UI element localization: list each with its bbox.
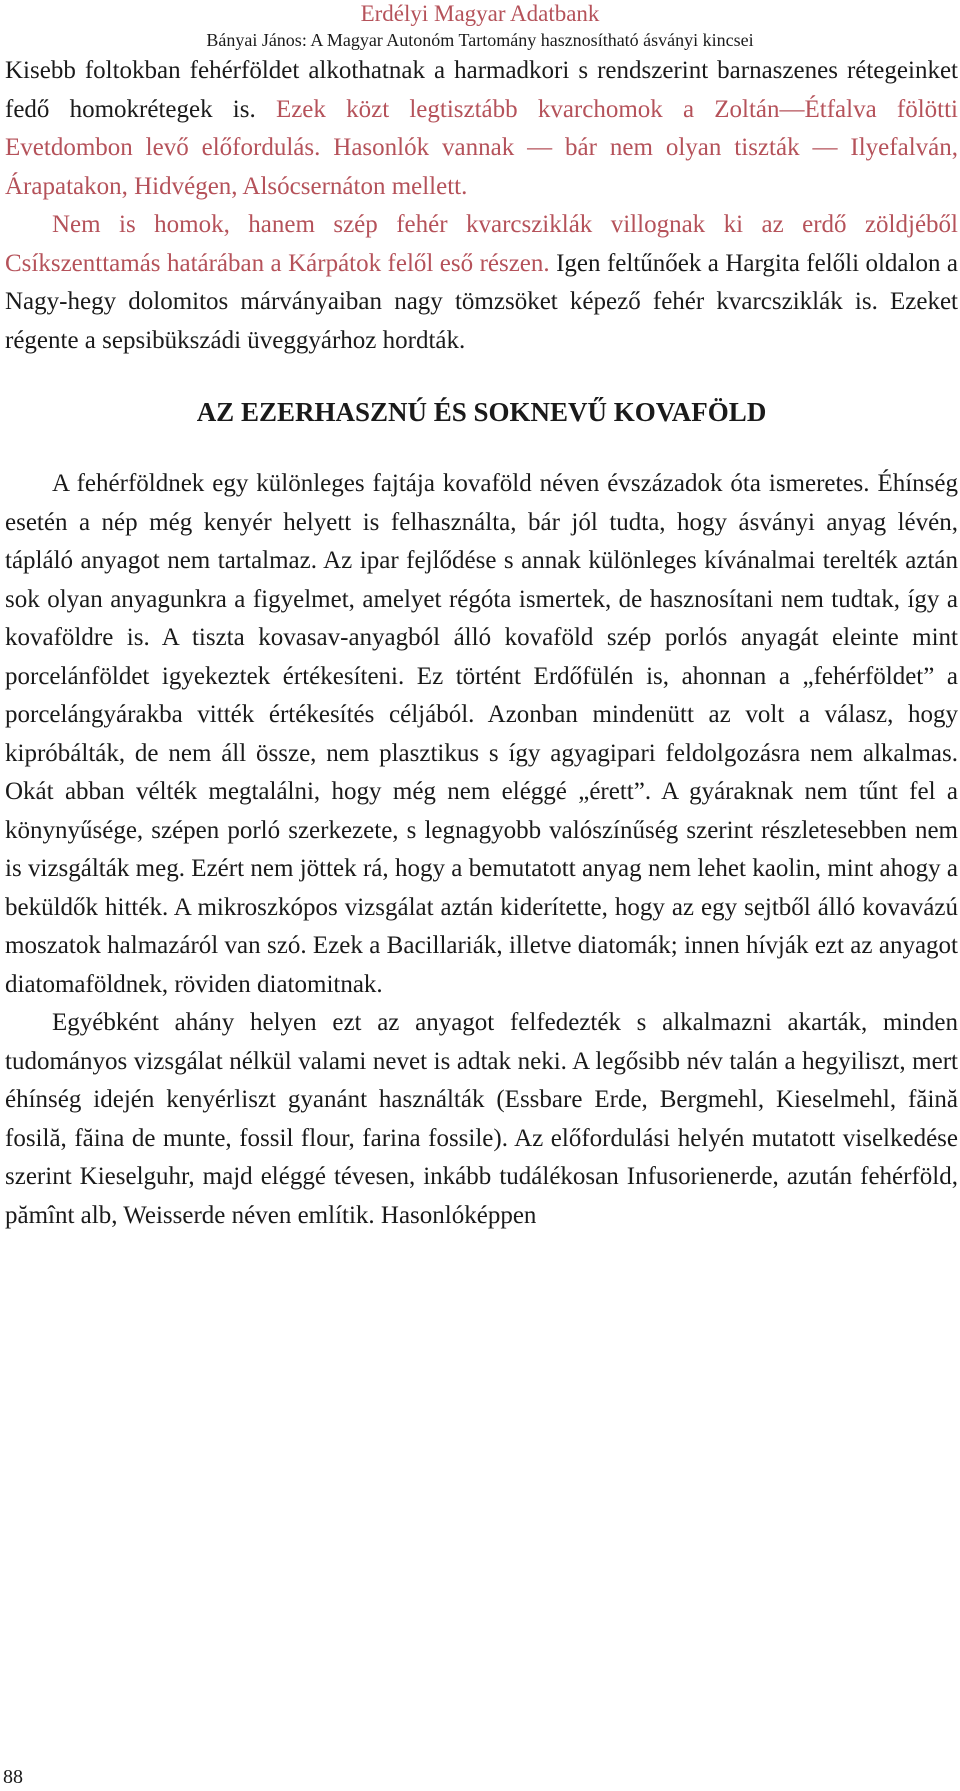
paragraph-2 bbox=[5, 206, 958, 360]
site-title: Erdélyi Magyar Adatbank bbox=[360, 1, 600, 26]
paragraph-2-span-1: Nem is homok, hanem szép fehér kvarcsziklák villognak ki az erdő zöldjéből Csíkszenttamás határában a Kárpátok felől eső részen. bbox=[5, 211, 958, 277]
paragraph-2-span-2: Igen feltűnőek a Hargita felőli oldalon a Nagy-hegy dolomitos márványaiban nagy tömzsöket képező fehér kvarcsziklák is. Ezeket régente a sepsibükszádi üveggyárhoz hordták. bbox=[5, 249, 958, 354]
paragraph-1-span-2: Ezek közt legtisztább kvarchomok a Zoltán—Étfalva fölötti Evetdombon levő előfordulás. Hasonlók vannak — bár nem olyan tiszták — Ilyefalván, Árapatakon, Hidvégen, Alsócsernáton mellett. bbox=[5, 95, 958, 200]
body-text bbox=[5, 52, 958, 1235]
work-title: Bányai János: A Magyar Autonóm Tartomány hasznosítható ásványi kincsei bbox=[206, 30, 754, 50]
paragraph-3: A fehérföldnek egy különleges fajtája kovaföld néven évszázadok óta ismeretes. Éhínség esetén a nép még kenyér helyett is felhasználta, bár jól tudta, hogy ásványi anyag lévén, tápláló anyagot nem tartalmaz. Az ipar fejlődése s annak különleges kívánalmai terelték aztán sok olyan anyagunkra a figyelmet, amelyet régóta ismertek, de hasznosítani nem tudtak, így a kovaföldre is. A tiszta kovasav-anyagból álló kovaföld szép porlós anyagát eleinte mint porcelánföldet igyekeztek értékesíteni. Ez történt Erdőfülén is, ahonnan a „fehérföldet” a porcelángyárakba vitték értékesítés céljából. Azonban mindenütt az volt a válasz, hogy kipróbálták, de nem áll össze, nem plasztikus s így agyagipari feldolgozásra nem alkalmas. Okát abban vélték megtalálni, hogy még nem eléggé „érett”. A gyáraknak nem tűnt fel a könynyűsége, szépen porló szerkezete, s legnagyobb valószínűség szerint részletesebben nem is vizsgálták meg. Ezért nem jöttek rá, hogy a bemutatott anyag nem lehet kaolin, mint ahogy a beküldők hitték. A mikroszkópos vizsgálat aztán kiderítette, hogy az egy sejtből álló kovavázú moszatok halmazáról van szó. Ezek a Bacillariák, illetve diatomák; innen hívják ezt az anyagot diatomaföldnek, röviden diatomitnak. bbox=[5, 470, 958, 998]
paragraph-1 bbox=[5, 52, 958, 206]
page-number: 88 bbox=[3, 1766, 23, 1788]
paragraph-4: Egyébként ahány helyen ezt az anyagot felfedezték s alkalmazni akarták, minden tudományos vizsgálat nélkül valami nevet is adtak neki. A legősibb név talán a hegyiliszt, mert éhínség idején kenyérliszt gyanánt használták (Essbare Erde, Bergmehl, Kieselmehl, făină fosilă, făina de munte, fossil flour, farina fossile). Az előfordulási helyén mutatott viselkedése szerint Kieselguhr, majd eléggé tévesen, inkább tudálékosan Infusorienerde, azután fehérföld, pămînt alb, Weisserde néven említik. Hasonlóképpen bbox=[5, 1009, 958, 1229]
paragraph-1-span-1: Kisebb foltokban fehérföldet alkothatnak a harmadkori s rendszerint barnaszenes rétegeinket fedő homokrétegek is. bbox=[5, 57, 958, 123]
section-heading: AZ EZERHASZNÚ ÉS SOKNEVŰ KOVAFÖLD bbox=[196, 397, 767, 427]
